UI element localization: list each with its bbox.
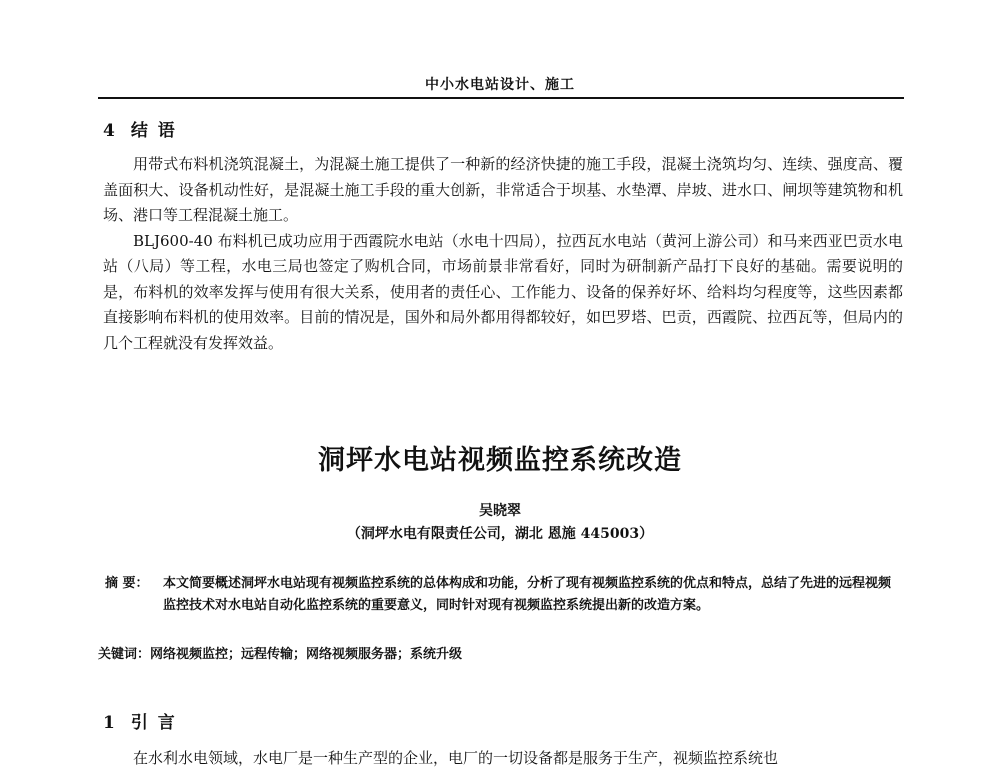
abstract: [105, 573, 903, 616]
affiliation: （洞坪水电有限责任公司，湖北 恩施 445003）: [346, 526, 654, 542]
section-title: 引 言: [130, 713, 177, 733]
keywords-label: 关键词：: [98, 647, 151, 662]
article-title: 洞坪水电站视频监控系统改造: [318, 445, 682, 476]
section-title: 结 语: [130, 121, 177, 141]
keywords-text: 网络视频监控；远程传输；网络视频服务器；系统升级: [150, 647, 463, 662]
section-number: 1: [103, 713, 117, 733]
paragraph: BLJ600-40 布料机已成功应用于西霞院水电站（水电十四局），拉西瓦水电站（黄河上游公司）和马来西亚巴贡水电站（八局）等工程，水电三局也签定了购机合同，市场前景非常看好，同时为研制新产品打下良好的基础。需要说明的是，布料机的效率发挥与使用有很大关系，使用者的责任心、工作能力、设备的保养好坏、给料均匀程度等，这些因素都直接影响布料机的使用效率。目前的情况是，国外和局外都用得都较好，如巴罗塔、巴贡，西霞院、拉西瓦等，但局内的几个工程就没有发挥效益。: [103, 231, 903, 352]
abstract-text: 本文简要概述洞坪水电站现有视频监控系统的总体构成和功能，分析了现有视频监控系统的优点和特点，总结了先进的远程视频监控技术对水电站自动化监控系统的重要意义，同时针对现有视频监控系统提出新的改造方案。: [163, 576, 892, 613]
header-rule: [98, 97, 904, 99]
section-number: 4: [103, 121, 117, 141]
running-header: 中小水电站设计、施工: [425, 77, 575, 93]
paragraph: 在水利水电领域，水电厂是一种生产型的企业，电厂的一切设备都是服务于生产，视频监控系统也: [133, 749, 779, 767]
section-1-heading: [103, 708, 177, 733]
section-4-body: [103, 152, 903, 356]
section-1-body: [103, 746, 903, 772]
section-4-heading: [103, 116, 177, 141]
abstract-label: 摘 要：: [105, 576, 149, 591]
keywords: [98, 643, 462, 662]
paragraph: 用带式布料机浇筑混凝土，为混凝土施工提供了一种新的经济快捷的施工手段，混凝土浇筑均匀、连续、强度高、覆盖面积大、设备机动性好，是混凝土施工手段的重大创新，非常适合于坝基、水垫潭、岸坡、进水口、闸坝等建筑物和机场、港口等工程混凝土施工。: [103, 155, 903, 224]
author: 吴晓翠: [479, 503, 521, 519]
